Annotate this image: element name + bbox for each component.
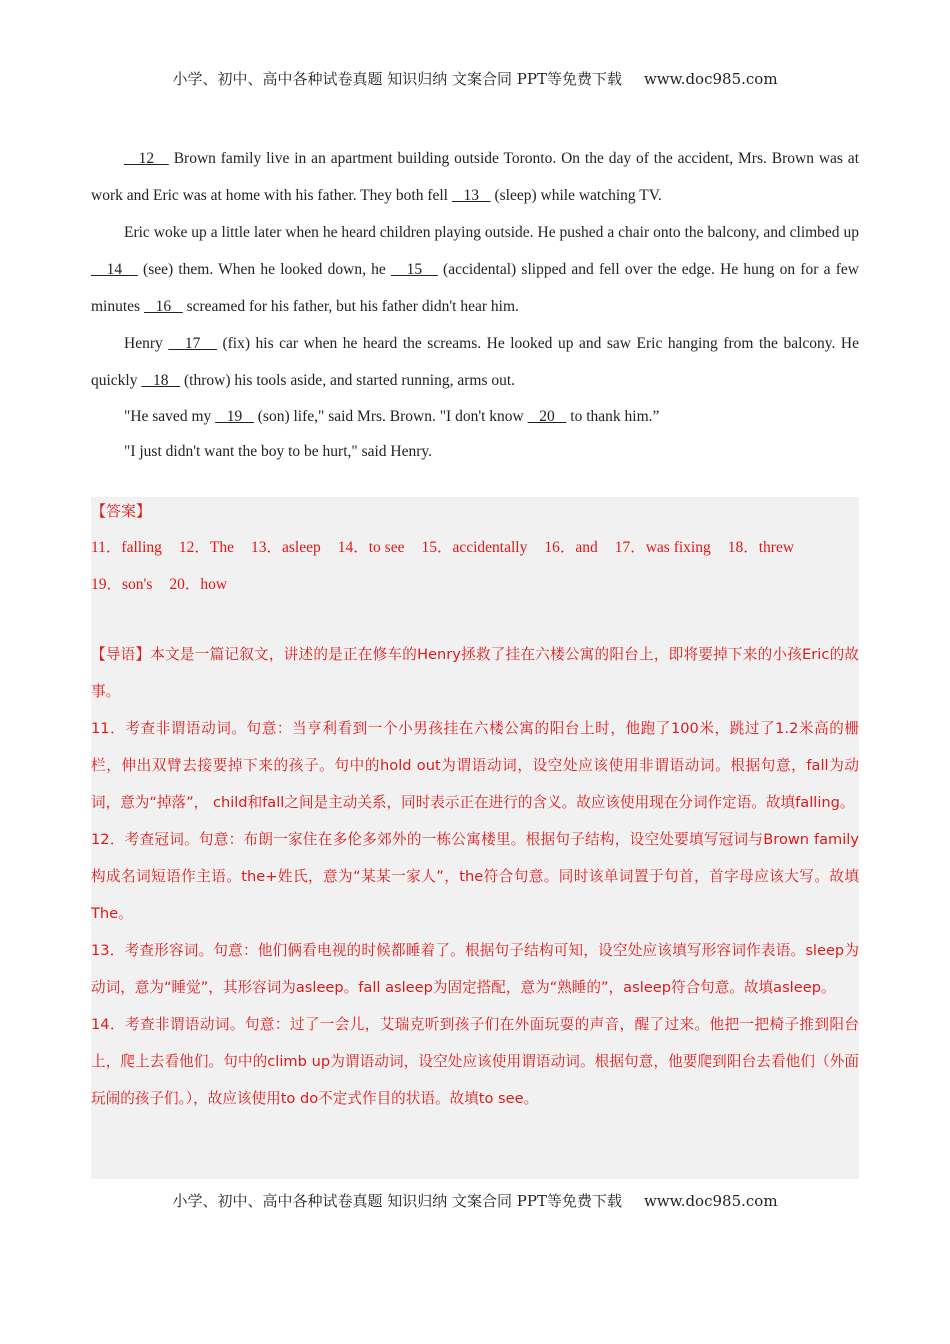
passage-paragraph-1: 12 Brown family live in an apartment building outside Toronto. On the day of the accident, Mrs. Brown was at work and Eric was at home with his father. They both fell 13 (sleep) while watching TV. — [91, 150, 859, 204]
blank-16: 16 — [143, 298, 183, 315]
blank-13: 13 — [451, 187, 491, 204]
answer-row-1 — [91, 535, 859, 557]
answer-item: 18．threw — [727, 539, 795, 556]
blank-14: 14 — [91, 261, 138, 278]
answer-item: 12．The — [178, 539, 234, 556]
answer-item: 11．falling — [91, 539, 162, 556]
page-header — [0, 68, 950, 89]
passage-paragraph-5: "I just didn't want the boy to be hurt," said Henry. — [124, 443, 433, 460]
answer-item: 15．accidentally — [421, 539, 528, 556]
blank-18: 18 — [141, 372, 181, 389]
passage-paragraph-2: Eric woke up a little later when he heard children playing outside. He pushed a chair onto the balcony, and climbed up 14 (see) them. When he looked down, he 15 (accidental) slipped and fell over the edge. He hung on for a few minutes 16 screamed for his father, but his father didn't hear him. — [91, 224, 859, 315]
blank-20: 20 — [527, 408, 567, 425]
page-footer — [0, 1190, 950, 1211]
blank-12: 12 — [124, 150, 169, 167]
answer-item: 19．son's — [91, 576, 153, 593]
answer-item: 16．and — [544, 539, 598, 556]
answer-label: 【答案】 — [91, 502, 152, 520]
header-site-link[interactable]: www.doc985.com — [643, 70, 778, 88]
explanation-14: 14．考查非谓语动词。句意：过了一会儿，艾瑞克听到孩子们在外面玩耍的声音，醒了过来。他把一把椅子推到阳台上，爬上去看他们。句中的climb up为谓语动词，设空处应该使用谓语动词。根据句意，他要爬到阳台去看他们（外面玩闹的孩子们。），故应该使用to do不定式作目的状语。故填to see。 — [91, 1016, 859, 1107]
header-text: 小学、初中、高中各种试卷真题 知识归纳 文案合同 PPT等免费下载 — [172, 70, 622, 88]
explanation-11: 11．考查非谓语动词。句意：当亨利看到一个小男孩挂在六楼公寓的阳台上时，他跑了100米，跳过了1.2米高的栅栏，伸出双臂去接要掉下来的孩子。句中的hold out为谓语动词，设空处应该使用非谓语动词。根据句意，fall为动词，意为“掉落”， child和fall之间是主动关系，同时表示正在进行的含义。故应该使用现在分词作定语。故填falling。 — [91, 720, 859, 811]
answer-item: 13．asleep — [251, 539, 321, 556]
answer-item: 17．was fixing — [614, 539, 711, 556]
blank-19: 19 — [215, 408, 254, 425]
explanation-13: 13．考查形容词。句意：他们俩看电视的时候都睡着了。根据句子结构可知，设空处应该填写形容词作表语。sleep为动词，意为“睡觉”，其形容词为asleep。fall asleep为固定搭配，意为“熟睡的”，asleep符合句意。故填asleep。 — [91, 942, 859, 996]
answer-row-2 — [91, 572, 859, 594]
blank-17: 17 — [168, 335, 217, 352]
blank-15: 15 — [391, 261, 438, 278]
explanations — [91, 636, 859, 1117]
answer-section — [91, 497, 859, 1179]
passage-paragraph-4: "He saved my 19 (son) life," said Mrs. Brown. "I don't know 20 to thank him.” — [124, 408, 660, 425]
answer-item: 20．how — [169, 576, 228, 593]
footer-site-link[interactable]: www.doc985.com — [643, 1192, 778, 1210]
passage — [91, 140, 859, 469]
explanation-intro: 【导语】本文是一篇记叙文，讲述的是正在修车的Henry拯救了挂在六楼公寓的阳台上，即将要掉下来的小孩Eric的故事。 — [91, 646, 859, 700]
passage-paragraph-3: Henry 17 (fix) his car when he heard the screams. He looked up and saw Eric hanging from the balcony. He quickly 18 (throw) his tools aside, and started running, arms out. — [91, 335, 859, 389]
answer-item: 14．to see — [337, 539, 405, 556]
footer-text: 小学、初中、高中各种试卷真题 知识归纳 文案合同 PPT等免费下载 — [172, 1192, 622, 1210]
explanation-12: 12．考查冠词。句意：布朗一家住在多伦多郊外的一栋公寓楼里。根据句子结构，设空处要填写冠词与Brown family构成名词短语作主语。the+姓氏，意为“某某一家人”，the符合句意。同时该单词置于句首，首字母应该大写。故填The。 — [91, 831, 859, 922]
